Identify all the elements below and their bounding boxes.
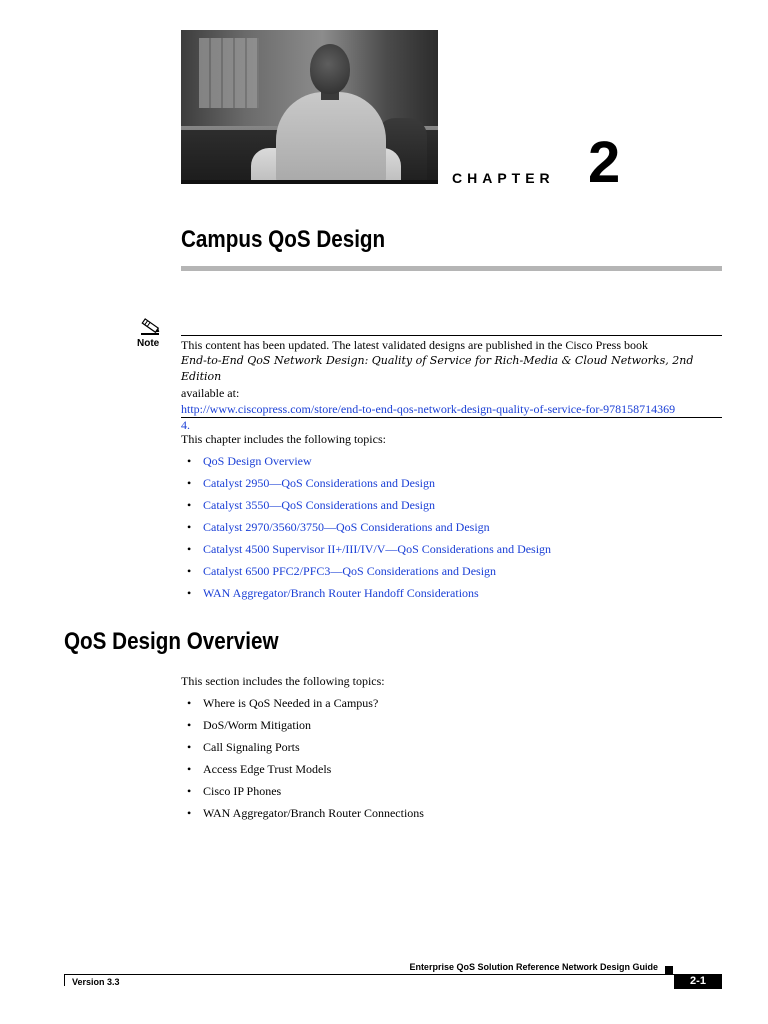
note-available: available at: xyxy=(181,386,240,400)
chapter-number: 2 xyxy=(588,130,621,195)
footer-guide-title: Enterprise QoS Solution Reference Network Design Guide xyxy=(409,962,658,972)
bullet-icon: • xyxy=(187,520,192,534)
note-body xyxy=(181,337,726,433)
title-rule xyxy=(181,266,722,271)
list-item xyxy=(181,739,722,761)
list-item[interactable] xyxy=(181,563,722,585)
bullet-icon: • xyxy=(187,564,192,578)
bullet-icon: • xyxy=(187,784,192,798)
topic-link[interactable]: WAN Aggregator/Branch Router Handoff Considerations xyxy=(203,586,479,600)
bullet-icon: • xyxy=(187,454,192,468)
topic-text: Cisco IP Phones xyxy=(203,784,282,798)
list-item xyxy=(181,695,722,717)
topic-text: WAN Aggregator/Branch Router Connections xyxy=(203,806,424,820)
chapter-topics-list xyxy=(181,453,722,607)
topic-link[interactable]: Catalyst 6500 PFC2/PFC3—QoS Considerations and Design xyxy=(203,564,497,578)
page-number: 2-1 xyxy=(674,974,722,989)
note-top-rule xyxy=(181,335,722,336)
list-item[interactable] xyxy=(181,519,722,541)
chapter-topics-intro: This chapter includes the following topics: xyxy=(181,432,386,446)
bullet-icon: • xyxy=(187,718,192,732)
bullet-icon: • xyxy=(187,542,192,556)
bullet-icon: • xyxy=(187,498,192,512)
section-heading: QoS Design Overview xyxy=(64,628,279,655)
bullet-icon: • xyxy=(187,740,192,754)
list-item xyxy=(181,783,722,805)
topic-link[interactable]: Catalyst 2970/3560/3750—QoS Considerations and Design xyxy=(203,520,490,534)
photo-person-torso xyxy=(276,92,386,184)
topic-text: DoS/Worm Mitigation xyxy=(203,718,312,732)
bullet-icon: • xyxy=(187,696,192,710)
note-url-link[interactable]: http://www.ciscopress.com/store/end-to-end-qos-network-design-quality-of-service-for-978158714369 xyxy=(181,402,676,416)
section-topics-intro: This section includes the following topics: xyxy=(181,674,385,688)
note-bottom-rule xyxy=(181,417,722,418)
note-line: This content has been updated. The latest validated designs are published in the Cisco Press book xyxy=(181,338,649,352)
list-item[interactable] xyxy=(181,453,722,475)
topic-text: Where is QoS Needed in a Campus? xyxy=(203,696,379,710)
list-item xyxy=(181,717,722,739)
topic-link[interactable]: Catalyst 2950—QoS Considerations and Design xyxy=(203,476,435,490)
bullet-icon: • xyxy=(187,586,192,600)
pencil-note-icon xyxy=(139,316,161,336)
footer-version: Version 3.3 xyxy=(72,977,120,987)
note-label: Note xyxy=(137,338,160,349)
footer-marker xyxy=(665,966,673,974)
photo-bottom-edge xyxy=(181,180,438,184)
topic-link[interactable]: Catalyst 4500 Supervisor II+/III/IV/V—QoS Considerations and Design xyxy=(203,542,552,556)
photo-window xyxy=(199,38,259,108)
topic-link[interactable]: QoS Design Overview xyxy=(203,454,312,468)
bullet-icon: • xyxy=(187,806,192,820)
bullet-icon: • xyxy=(187,476,192,490)
topic-text: Call Signaling Ports xyxy=(203,740,300,754)
topic-link[interactable]: Catalyst 3550—QoS Considerations and Design xyxy=(203,498,435,512)
photo-person-head xyxy=(310,44,350,94)
list-item[interactable] xyxy=(181,541,722,563)
list-item[interactable] xyxy=(181,497,722,519)
list-item[interactable] xyxy=(181,475,722,497)
note-url-link-continued[interactable]: 4. xyxy=(181,418,190,432)
topic-text: Access Edge Trust Models xyxy=(203,762,332,776)
note-book-title: End-to-End QoS Network Design: Quality of Service for Rich-Media & Cloud Networks, 2nd Edition xyxy=(181,354,694,383)
footer-tick xyxy=(64,974,65,986)
bullet-icon: • xyxy=(187,762,192,776)
chapter-header-photo xyxy=(181,30,438,184)
list-item xyxy=(181,805,722,827)
section-topics-list xyxy=(181,695,722,827)
footer-rule xyxy=(64,974,722,975)
list-item[interactable] xyxy=(181,585,722,607)
chapter-label: CHAPTER xyxy=(452,170,555,186)
list-item xyxy=(181,761,722,783)
page-title: Campus QoS Design xyxy=(181,226,386,253)
